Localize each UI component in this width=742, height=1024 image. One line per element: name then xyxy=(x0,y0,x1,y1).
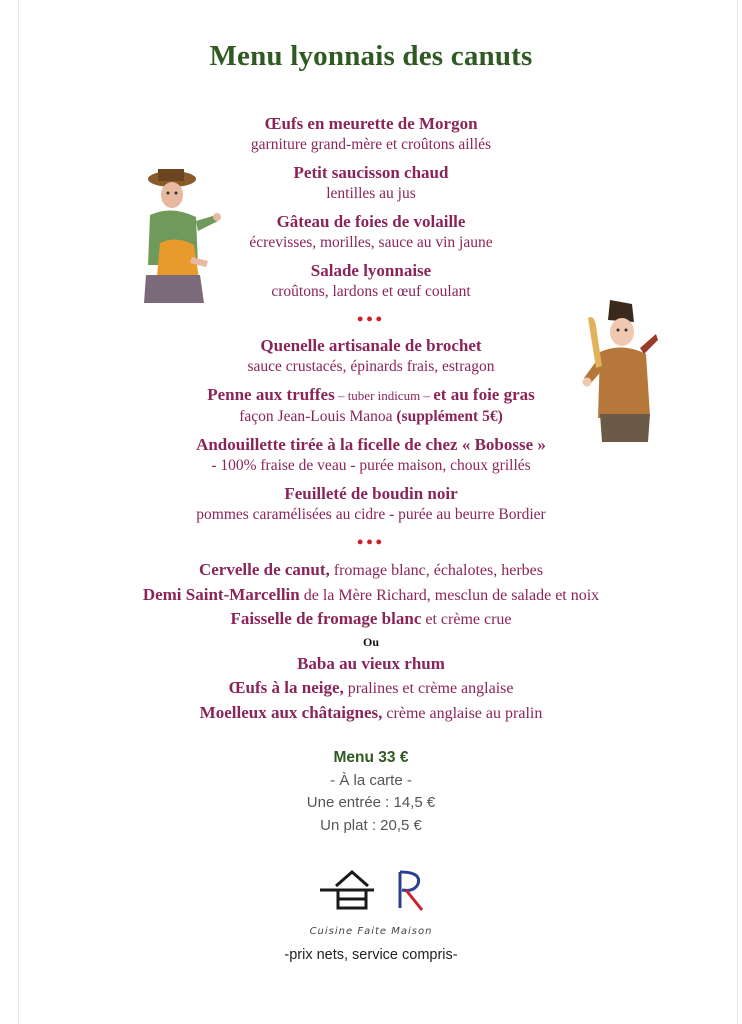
dish-description: - 100% fraise de veau - purée maison, choux grillés xyxy=(211,457,531,474)
dish-name: Œufs en meurette de Morgon xyxy=(264,114,478,133)
logo-caption: Cuisine Faite Maison xyxy=(309,926,433,937)
main-item xyxy=(0,384,742,427)
a-la-carte-label: - À la carte - xyxy=(330,771,412,789)
dish-description: croûtons, lardons et œuf coulant xyxy=(271,283,471,300)
dish-name: Faisselle de fromage blanc xyxy=(230,609,422,628)
dish-name: Œufs à la neige, xyxy=(228,678,344,697)
dish-name-part: et au foie gras xyxy=(433,385,535,404)
starter-item xyxy=(0,113,742,155)
dish-name: Cervelle de canut, xyxy=(198,560,330,579)
plat-price: Un plat : 20,5 € xyxy=(320,816,422,834)
dish-name: Baba au vieux rhum xyxy=(297,653,445,673)
section-separator: ••• xyxy=(357,309,385,329)
dish-name: Moelleux aux châtaignes, xyxy=(199,702,383,722)
dish-name: Quenelle artisanale de brochet xyxy=(260,336,482,355)
dish-description: lentilles au jus xyxy=(326,185,416,202)
supplement-note: (supplément 5€) xyxy=(396,408,503,425)
house-pan-icon xyxy=(320,872,374,908)
main-item xyxy=(0,335,742,377)
starter-item xyxy=(0,211,742,253)
dessert-item xyxy=(0,652,742,677)
dish-description: de la Mère Richard, mesclun de salade et noix xyxy=(299,586,600,604)
section-separator: ••• xyxy=(357,532,385,552)
cheese-item xyxy=(0,583,742,608)
starter-item xyxy=(0,260,742,302)
entree-price: Une entrée : 14,5 € xyxy=(306,794,436,811)
dish-description: pommes caramélisées au cidre - purée au beurre Bordier xyxy=(196,506,546,523)
dish-name-part: Penne aux truffes xyxy=(207,385,335,404)
dish-description: fromage blanc, échalotes, herbes xyxy=(329,562,543,579)
or-label: Ou xyxy=(362,634,379,649)
dish-name: Petit saucisson chaud xyxy=(293,163,449,182)
dish-name: Salade lyonnaise xyxy=(310,261,432,280)
dish-name: Gâteau de foies de volaille xyxy=(276,212,466,231)
dish-name: Feuilleté de boudin noir xyxy=(284,484,458,503)
dash: – xyxy=(420,388,434,403)
cheese-item xyxy=(0,558,742,583)
dish-name: Demi Saint-Marcellin xyxy=(142,584,300,604)
dish-description: pralines et crème anglaise xyxy=(343,680,514,697)
main-item xyxy=(0,434,742,476)
cheese-item xyxy=(0,607,742,632)
dessert-item xyxy=(0,701,742,726)
dish-description-text: façon Jean-Louis Manoa xyxy=(239,408,397,425)
dish-name xyxy=(0,384,742,407)
dish-description: sauce crustacés, épinards frais, estragon xyxy=(247,358,495,375)
dish-name: Andouillette tirée à la ficelle de chez « Bobosse » xyxy=(196,435,546,454)
dish-description: crème anglaise au pralin xyxy=(382,704,543,722)
truffle-note: tuber indicum xyxy=(347,388,421,403)
dish-description: écrevisses, morilles, sauce au vin jaune xyxy=(249,234,493,251)
r-logo-icon xyxy=(400,872,422,910)
menu-items xyxy=(0,113,742,725)
menu-price: Menu 33 € xyxy=(333,749,409,766)
dish-description: et crème crue xyxy=(421,611,512,628)
dash: – xyxy=(334,388,348,403)
footer-note: -prix nets, service compris- xyxy=(284,947,458,963)
main-item xyxy=(0,483,742,525)
menu-title: Menu lyonnais des canuts xyxy=(209,40,533,72)
price-block xyxy=(0,747,742,837)
fait-maison-logo xyxy=(318,868,428,916)
starter-item xyxy=(0,162,742,204)
dish-description: garniture grand-mère et croûtons aillés xyxy=(250,136,492,153)
dessert-item xyxy=(0,676,742,701)
dish-description xyxy=(0,407,742,427)
